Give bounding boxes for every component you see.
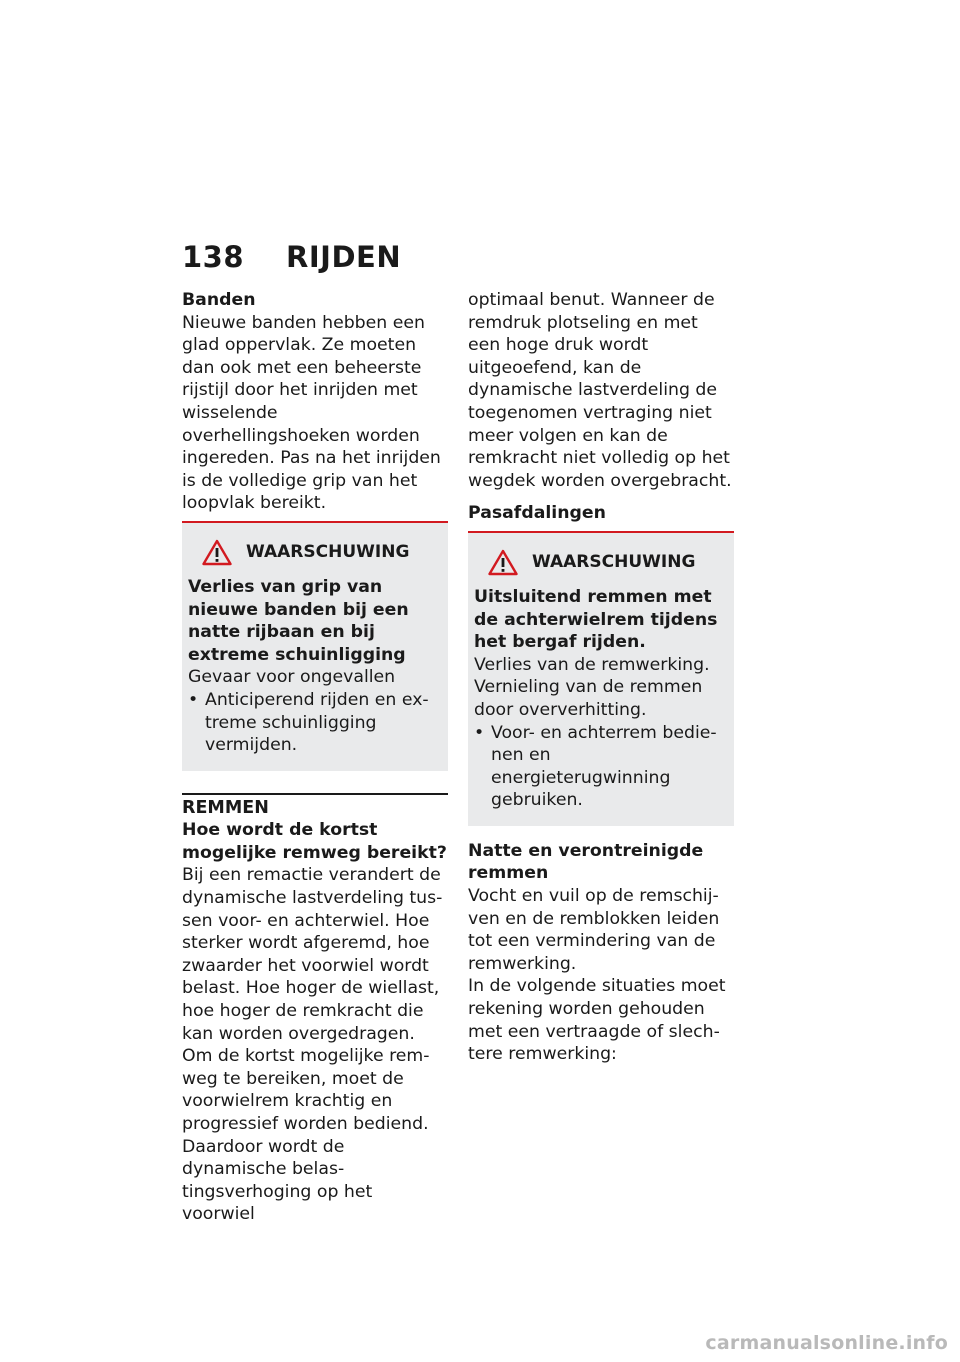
pasafdalingen-heading: Pasafdalingen <box>468 503 606 524</box>
warning-bullet: • Anticiperend rijden en extreme schuinligging vermijden. <box>188 689 429 756</box>
warning-text-2: Vernieling van de remmen door oververhitting. <box>474 677 703 720</box>
warning-text: Gevaar voor ongevallen <box>188 667 396 688</box>
warning-triangle-icon <box>488 549 518 576</box>
warning-header <box>188 539 442 566</box>
warning-box-banden <box>182 521 448 771</box>
remmen-paragraph-continued: optimaal benut. Wanneer de remdruk plotseling en met een hoge druk wordt uitgeoefend, kan de dynamische lastverdeling de toegenomen vertraging niet meer volgen en kan de remkracht niet volledig op het wegdek worden overgebracht. <box>468 290 732 491</box>
warning-title: Uitsluitend remmen met de achterwielrem tijdens het bergaf rijden. <box>474 586 718 653</box>
chapter-title: RIJDEN <box>286 240 402 274</box>
warning-label: WAARSCHUWING <box>532 552 696 573</box>
warning-label: WAARSCHUWING <box>246 542 410 563</box>
page-number: 138 <box>182 240 245 274</box>
warning-box-pasafdalingen <box>468 531 734 826</box>
remweg-heading: Hoe wordt de kortst mogelijke remweg bereikt? <box>182 820 447 863</box>
watermark: carmanualsonline.info <box>705 1332 948 1354</box>
remmen-paragraph-2: Om de kortst mogelijke remweg te bereiken, moet de voorwielrem krachtig en progressief worden bediend. Daardoor wordt de dynamische belastingsverhoging op het voorwiel <box>182 1046 430 1225</box>
left-column <box>182 289 448 1226</box>
section-title-remmen: REMMEN <box>182 797 269 818</box>
warning-title: Verlies van grip van nieuwe banden bij een natte rijbaan en bij extreme schuinligging <box>188 576 409 665</box>
natte-paragraph-1: Vocht en vuil op de remschijven en de remblokken leiden tot een vermindering van de remwerking. <box>468 886 720 974</box>
banden-heading: Banden <box>182 290 256 310</box>
natte-paragraph-2: In de volgende situaties moet rekening worden gehouden met een vertraagde of slechtere remwerking: <box>468 976 726 1065</box>
banden-paragraph: Nieuwe banden hebben een glad oppervlak. Ze moeten dan ook met een beheerste rijstijl door het inrijden met wisselende overhellingshoeken worden ingereden. Pas na het inrijden is de volledige grip van het loopvlak bereikt. <box>182 312 441 514</box>
remmen-paragraph-1: Bij een remactie verandert de dynamische lastverdeling tussen voor- en achterwiel. Hoe sterker wordt afgeremd, hoe zwaarder het voorwiel wordt belast. Hoe hoger de wiellast, hoe hoger de remkracht die kan worden overgedragen. <box>182 865 443 1044</box>
warning-bullet: • Voor- en achterrem bedienen en energieterugwinning gebruiken. <box>474 722 717 811</box>
warning-triangle-icon <box>202 539 232 566</box>
page-header <box>182 240 401 274</box>
warning-text-1: Verlies van de remwerking. <box>474 654 710 675</box>
right-column <box>468 289 734 1066</box>
warning-header <box>474 549 728 576</box>
natte-remmen-heading: Natte en verontreinigde remmen <box>468 840 704 884</box>
